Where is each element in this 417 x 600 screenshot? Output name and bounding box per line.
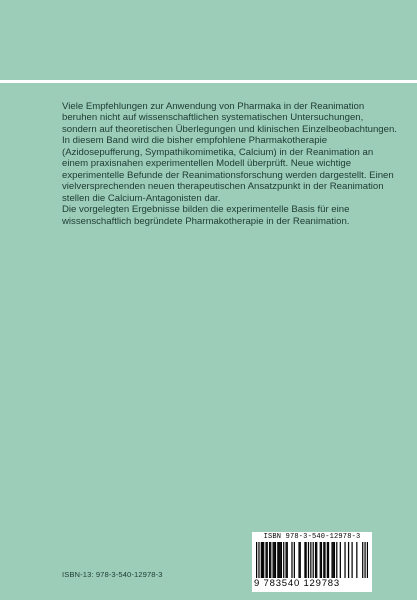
barcode-bar [277,542,278,578]
barcode-bar [273,542,274,578]
barcode-bar [278,542,279,578]
barcode-digits: 9 783540 129783 [254,578,340,589]
barcode-bars [256,542,368,578]
back-cover-blurb [62,101,397,227]
barcode-bar [315,542,316,578]
barcode-bar [285,542,286,578]
isbn-13-label: ISBN-13: 978-3-540-12978-3 [62,570,163,579]
barcode-bar [320,542,321,578]
barcode-bar [280,542,281,578]
barcode-bar [331,542,332,578]
barcode-bar [265,542,266,578]
barcode-bar [328,542,329,578]
barcode-bar [261,542,262,578]
barcode-bar [300,542,301,578]
barcode-bar [333,542,334,578]
barcode-bar [348,542,349,578]
barcode-bar [287,542,288,578]
barcode-bar [294,542,295,578]
barcode [252,532,372,592]
barcode-bar [362,542,363,578]
barcode-bar [364,542,365,578]
barcode-bar [291,542,292,578]
barcode-bar [316,542,317,578]
barcode-bar [321,542,322,578]
barcode-bar [308,542,309,578]
barcode-bar [306,542,307,578]
horizontal-rule [0,80,417,83]
barcode-bar [367,542,368,578]
barcode-bar [356,542,357,578]
blurb-paragraph-2: In diesem Band wird die bisher empfohlene Pharmakotherapie (Azidosepufferung, Sympathikomimetika, Calcium) in der Reanimation an einem praxisnahen experimentellen Modell überprüft. Neue wichtige experimentelle Befunde der Reanimationsforschung werden dargestellt. Einen vielversprechenden neuen therapeutischen Ansatzpunkt in der Reanimation stellen die Calcium-Antagonisten dar. [62,135,394,204]
barcode-bar [323,542,324,578]
barcode-bar [262,542,263,578]
barcode-bar [336,542,337,578]
barcode-bar [258,542,259,578]
barcode-bar [269,542,270,578]
barcode-bar [334,542,335,578]
barcode-bar [304,542,305,578]
barcode-bar [344,542,345,578]
barcode-bar [313,542,314,578]
barcode-bar [340,542,341,578]
barcode-bar [283,542,284,578]
barcode-bar [270,542,271,578]
barcode-bar [256,542,257,578]
barcode-bar [274,542,275,578]
barcode-bar [275,542,276,578]
blurb-paragraph-1: Viele Empfehlungen zur Anwendung von Pharmaka in der Reanimation beruhen nicht auf wissenschaftlichen systematischen Untersuchungen, sondern auf theoretischen Überlegungen und klinischen Einzelbeobachtungen. [62,101,397,135]
barcode-bar [324,542,325,578]
barcode-bar [298,542,299,578]
blurb-paragraph-3: Die vorgelegten Ergebnisse bilden die experimentelle Basis für eine wissenschaftlich begründete Pharmakotherapie in der Reanimation. [62,204,350,227]
barcode-bar [351,542,352,578]
barcode-bar [327,542,328,578]
barcode-isbn-text: ISBN 978-3-540-12978-3 [263,533,361,541]
barcode-bar [263,542,264,578]
barcode-bar [310,542,311,578]
barcode-bar [267,542,268,578]
barcode-bar [281,542,282,578]
